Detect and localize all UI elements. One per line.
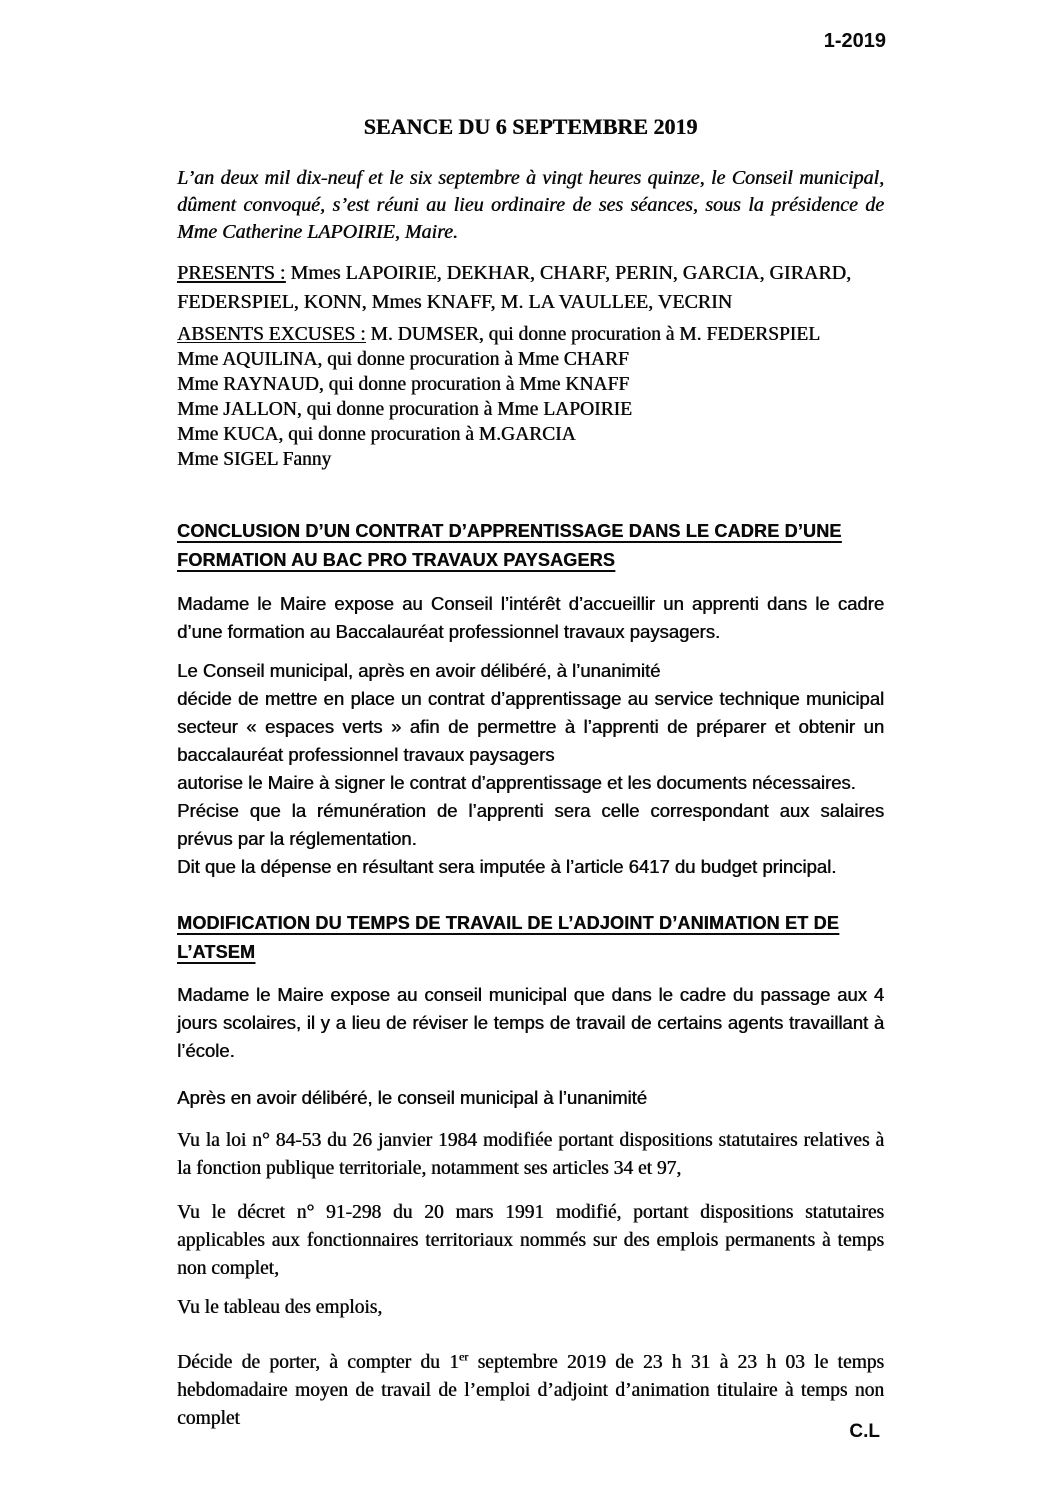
presents-names: Mmes LAPOIRIE, DEKHAR, CHARF, PERIN, GARCIA, GIRARD, FEDERSPIEL, KONN, Mmes KNAFF, M. LA VAULLEE, VECRIN (177, 262, 852, 313)
resolution-dit: Dit que la dépense en résultant sera imputée à l’article 6417 du budget principal. (177, 856, 837, 877)
section2-vu-tableau: Vu le tableau des emplois, (177, 1297, 383, 1318)
absents-line: Mme KUCA, qui donne procuration à M.GARCIA (177, 424, 576, 445)
section2-decide (177, 1349, 884, 1433)
absents-line-text: M. DUMSER, qui donne procuration à M. FEDERSPIEL (365, 324, 820, 345)
absents-line: Mme JALLON, qui donne procuration à Mme LAPOIRIE (177, 399, 632, 420)
section1-heading: CONCLUSION D’UN CONTRAT D’APPRENTISSAGE DANS LE CADRE D’UNE FORMATION AU BAC PRO TRAVAUX PAYSAGERS (177, 521, 842, 570)
section2-paragraph1: Madame le Maire expose au conseil municipal que dans le cadre du passage aux 4 jours scolaires, il y a lieu de réviser le temps de travail de certains agents travaillant à l’école. (177, 984, 884, 1061)
deliberation-line: Le Conseil municipal, après en avoir délibéré, à l’unanimité (177, 660, 661, 681)
absents-label: ABSENTS EXCUSES : (177, 324, 366, 345)
presents-label: PRESENTS : (177, 262, 286, 284)
absents-paragraph (177, 322, 884, 472)
section1-paragraph: Madame le Maire expose au Conseil l’intérêt d’accueillir un apprenti dans le cadre d’une formation au Baccalauréat professionnel travaux paysagers. (177, 593, 884, 642)
decide-superscript: er (458, 1349, 469, 1364)
document-title: SEANCE DU 6 SEPTEMBRE 2019 (363, 114, 698, 139)
absents-line: Mme AQUILINA, qui donne procuration à Mme CHARF (177, 349, 629, 370)
section2-vu-decret: Vu le décret n° 91-298 du 20 mars 1991 modifié, portant dispositions statutaires applicables aux fonctionnaires territoriaux nommés sur des emplois permanents à temps non complet, (177, 1202, 884, 1279)
section2-heading: MODIFICATION DU TEMPS DE TRAVAIL DE L’ADJOINT D’ANIMATION ET DE L’ATSEM (177, 913, 839, 962)
resolution-precise: Précise que la rémunération de l’apprenti sera celle correspondant aux salaires prévus par la réglementation. (177, 800, 884, 849)
decide-text-end: septembre 2019 de 23 h 31 à 23 h 03 le temps hebdomadaire moyen de travail de l’emploi d’adjoint d’animation titulaire à temps non complet (177, 1352, 884, 1429)
intro-paragraph: L’an deux mil dix-neuf et le six septembre à vingt heures quinze, le Conseil municipal, dûment convoqué, s’est réuni au lieu ordinaire de ses séances, sous la présidence de Mme Catherine LAPOIRIE, Maire. (177, 167, 884, 243)
section1-deliberation (177, 657, 884, 881)
resolution-decide: décide de mettre en place un contrat d’apprentissage au service technique municipal secteur « espaces verts » afin de permettre à l’apprenti de préparer et obtenir un baccalauréat professionnel travaux paysagers (177, 688, 884, 765)
page-number: 1-2019 (823, 30, 886, 52)
absents-line (177, 322, 884, 347)
footer-initials: C.L (849, 1421, 880, 1442)
presents-paragraph (177, 259, 884, 317)
absents-line: Mme RAYNAUD, qui donne procuration à Mme KNAFF (177, 374, 630, 395)
absents-line: Mme SIGEL Fanny (177, 449, 332, 470)
section2-paragraph2: Après en avoir délibéré, le conseil municipal à l’unanimité (177, 1087, 647, 1108)
section2-vu-loi: Vu la loi n° 84-53 du 26 janvier 1984 modifiée portant dispositions statutaires relatives à la fonction publique territoriale, notamment ses articles 34 et 97, (177, 1130, 884, 1179)
resolution-autorise: autorise le Maire à signer le contrat d’apprentissage et les documents nécessaires. (177, 772, 856, 793)
decide-text-start: Décide de porter, à compter du 1 (177, 1352, 459, 1373)
document-content (177, 0, 884, 1433)
